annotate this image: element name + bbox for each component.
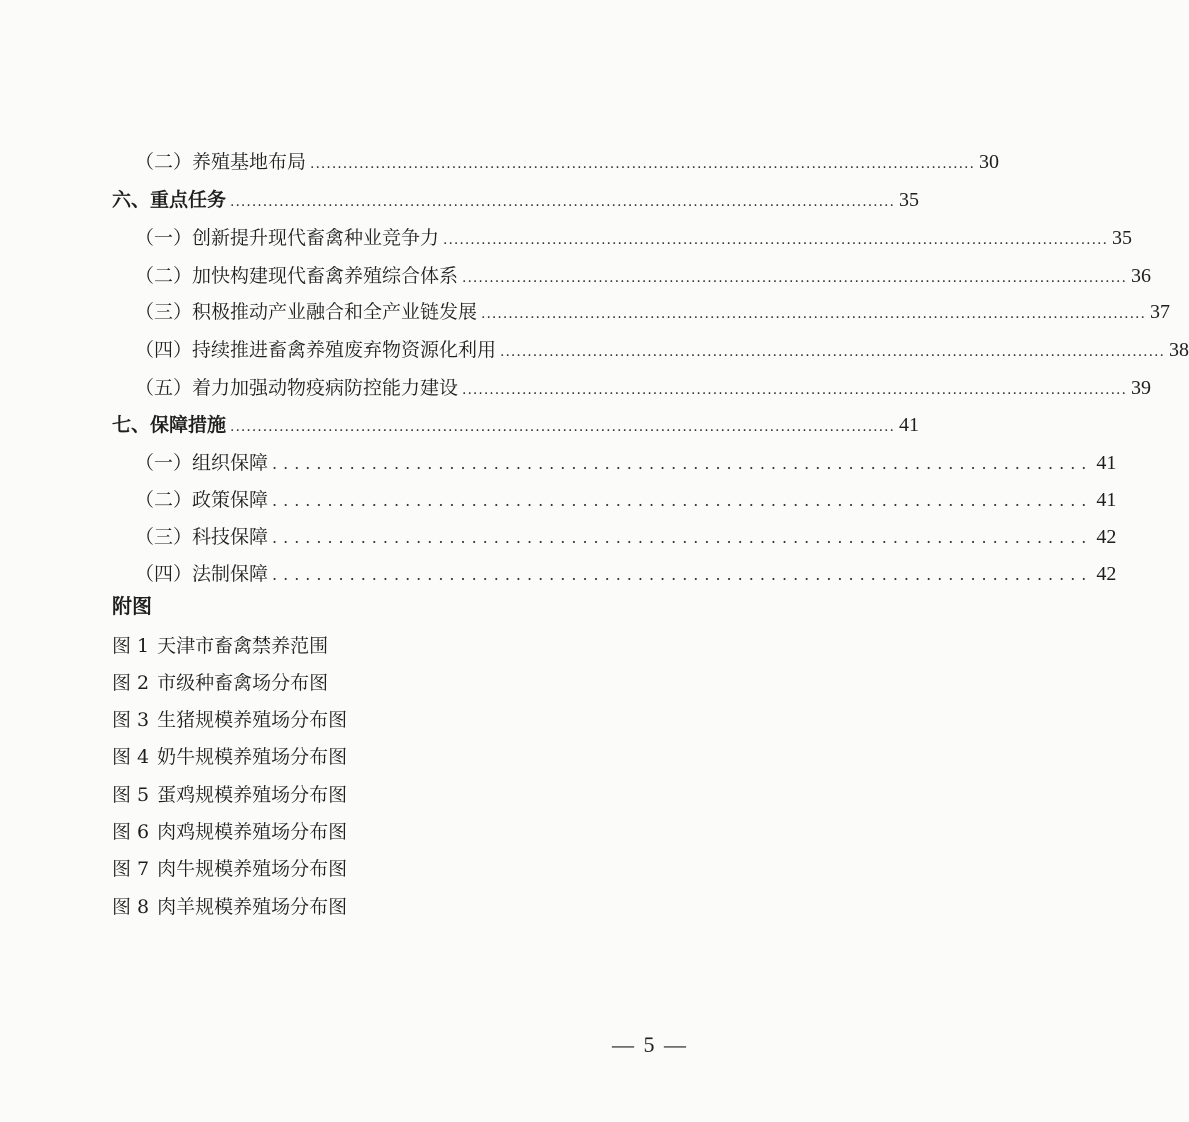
figure-label: 图 1 (112, 635, 150, 657)
toc-entry-label: 重点任务 (150, 189, 227, 211)
toc-entry-number: （二） (135, 489, 193, 511)
toc-entry[interactable] (112, 411, 919, 441)
figure-label: 图 8 (112, 896, 150, 918)
toc-entry[interactable] (135, 449, 1117, 478)
toc-entry-number: （二） (135, 151, 193, 173)
toc-leader-dots: .......................................................................................................................... (500, 344, 1165, 360)
figure-label: 图 6 (112, 821, 150, 843)
toc-entry-page: 38 (1168, 339, 1189, 361)
figure-title: 市级种畜禽场分布图 (157, 672, 329, 694)
figure-label: 图 2 (112, 672, 150, 694)
toc-entry-number: （二） (135, 265, 193, 287)
toc-leader-dots: .......................................................................................................................... (462, 270, 1127, 286)
figure-title: 奶牛规模养殖场分布图 (157, 746, 348, 768)
toc-leader-dots: .......................................................................................................................... (310, 156, 975, 172)
toc-entry[interactable] (135, 262, 1151, 292)
toc-entry-label: 持续推进畜禽养殖废弃物资源化利用 (192, 339, 497, 361)
toc-leader-dots: .......................................................................................................................... (443, 232, 1108, 248)
toc-entry-page: 42 (1096, 563, 1117, 585)
toc-leader-dots: .......................................................................................................................... (462, 382, 1127, 398)
toc-leader-dots: .......................................................................................................................... (481, 306, 1146, 322)
figure-title: 肉牛规模养殖场分布图 (157, 858, 348, 880)
toc-entry-label: 组织保障 (192, 452, 269, 474)
toc-entry-number: （三） (135, 526, 193, 548)
toc-entry-label: 着力加强动物疫病防控能力建设 (192, 377, 459, 399)
toc-entry-number: （四） (135, 563, 193, 585)
toc-leader-dots: .......................................................................... (272, 491, 1093, 510)
toc-entry[interactable] (135, 336, 1189, 366)
toc-entry-page: 37 (1149, 301, 1170, 323)
toc-entry[interactable] (135, 374, 1151, 404)
toc-entry-number: （一） (135, 452, 193, 474)
figure-list-item[interactable] (112, 855, 347, 883)
figure-label: 图 3 (112, 709, 150, 731)
appendix-title: 附图 (112, 594, 152, 618)
toc-entry[interactable] (135, 486, 1117, 515)
figure-label: 图 5 (112, 784, 150, 806)
toc-entry-label: 创新提升现代畜禽种业竞争力 (192, 227, 440, 249)
toc-entry[interactable] (135, 298, 1170, 328)
toc-leader-dots: .......................................................................... (272, 565, 1093, 584)
toc-entry-label: 科技保障 (192, 526, 269, 548)
toc-entry[interactable] (135, 148, 999, 178)
toc-entry-page: 39 (1130, 377, 1151, 399)
toc-entry-number: （四） (135, 339, 193, 361)
figure-title: 肉羊规模养殖场分布图 (157, 896, 348, 918)
toc-entry-page: 35 (898, 189, 919, 211)
toc-entry-label: 积极推动产业融合和全产业链发展 (192, 301, 478, 323)
toc-entry-number: （五） (135, 377, 193, 399)
figure-list-item[interactable] (112, 781, 347, 809)
figure-title: 生猪规模养殖场分布图 (157, 709, 348, 731)
toc-entry-page: 41 (898, 414, 919, 436)
figure-list-item[interactable] (112, 632, 328, 660)
toc-entry[interactable] (135, 224, 1132, 254)
figure-list-item[interactable] (112, 743, 347, 771)
toc-entry-page: 41 (1096, 489, 1117, 511)
toc-entry[interactable] (135, 523, 1117, 552)
figure-list-item[interactable] (112, 893, 347, 921)
toc-entry-page: 42 (1096, 526, 1117, 548)
toc-leader-dots: .......................................................................................................................... (230, 194, 895, 210)
toc-entry-number: （三） (135, 301, 193, 323)
figure-title: 蛋鸡规模养殖场分布图 (157, 784, 348, 806)
toc-leader-dots: .......................................................................... (272, 528, 1093, 547)
toc-entry-number: 六、 (112, 189, 151, 211)
toc-entry-number: 七、 (112, 414, 151, 436)
figure-list-item[interactable] (112, 818, 347, 846)
toc-entry-label: 政策保障 (192, 489, 269, 511)
figure-title: 肉鸡规模养殖场分布图 (157, 821, 348, 843)
toc-entry-page: 35 (1111, 227, 1132, 249)
toc-entry-number: （一） (135, 227, 193, 249)
toc-entry-label: 养殖基地布局 (192, 151, 307, 173)
toc-leader-dots: .......................................................................................................................... (230, 419, 895, 435)
toc-entry[interactable] (112, 186, 919, 216)
page-number: — 5 — (612, 1032, 688, 1057)
toc-entry[interactable] (135, 560, 1117, 589)
toc-entry-page: 36 (1130, 265, 1151, 287)
toc-entry-page: 41 (1096, 452, 1117, 474)
figure-list-item[interactable] (112, 669, 328, 697)
figure-label: 图 7 (112, 858, 150, 880)
toc-entry-page: 30 (978, 151, 999, 173)
toc-entry-label: 加快构建现代畜禽养殖综合体系 (192, 265, 459, 287)
figure-label: 图 4 (112, 746, 150, 768)
toc-leader-dots: .......................................................................... (272, 454, 1093, 473)
toc-entry-label: 保障措施 (150, 414, 227, 436)
figure-title: 天津市畜禽禁养范围 (157, 635, 329, 657)
toc-entry-label: 法制保障 (192, 563, 269, 585)
figure-list-item[interactable] (112, 706, 347, 734)
